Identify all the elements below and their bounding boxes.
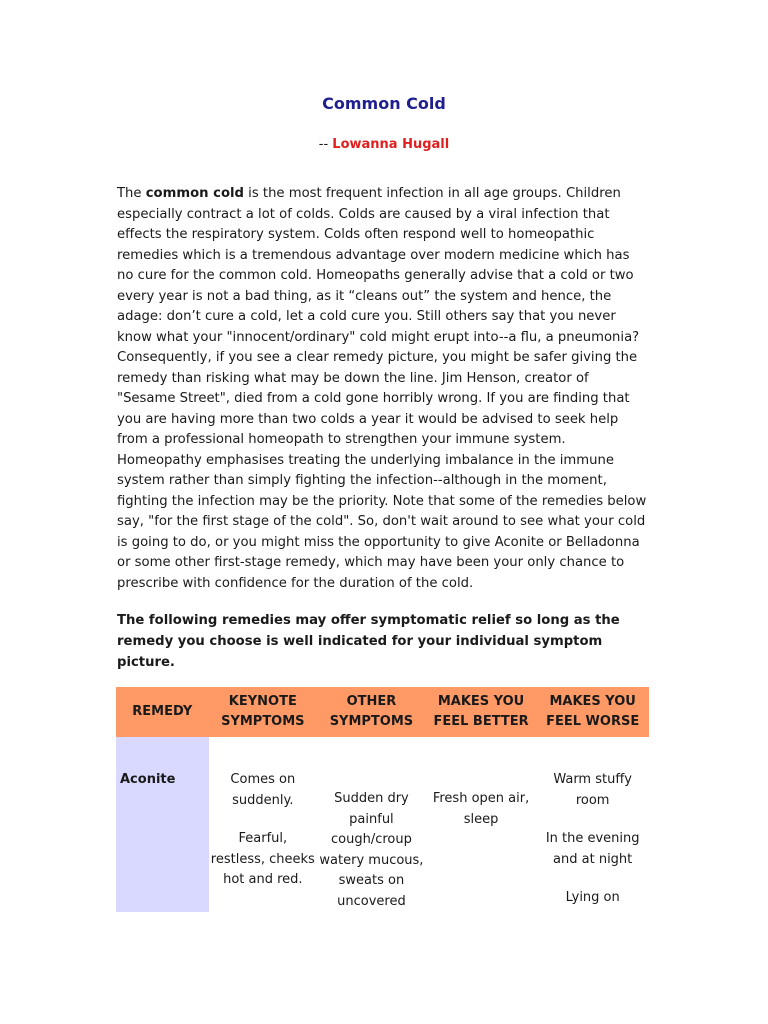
- table-header-row: [116, 687, 649, 737]
- feel-worse-cell: [536, 737, 649, 912]
- other-symptoms-cell: [317, 737, 426, 912]
- feel-better-cell: [426, 737, 537, 912]
- header-feel-better: MAKES YOU FEEL BETTER: [426, 687, 537, 737]
- intro-text: is the most frequent infection in all age groups. Children especially contract a lot of colds. Colds are caused by a viral infection that effects the respiratory system. Colds often respond well to homeopathic remedies which is a tremendous advantage over modern medicine which has no cure for the common cold. Homeopaths generally advise that a cold or two every year is not a bad thing, as it “cleans out” the system and hence, the adage: don’t cure a cold, let a cold cure you. Still others say that you never know what your "innocent/ordinary" cold might erupt into--a flu, a pneumonia? Consequently, if you see a clear remedy picture, you might be safer giving the remedy than risking what may be down the line. Jim Henson, creator of "Sesame Street", died from a cold gone horribly wrong. If you are finding that you are having more than two colds a year it would be advised to seek help from a professional homeopath to strengthen your immune system. Homeopathy emphasises treating the underlying imbalance in the immune system rather than simply fighting the infection--although in the moment, fighting the infection may be the priority. Note that some of the remedies below say, "for the first stage of the cold". So, don't wait around to see what your cold is going to do, or you might miss the opportunity to give Aconite or Belladonna or some other first-stage remedy, which may have been your only chance to prescribe with confidence for the duration of the cold.: [117, 186, 647, 591]
- other-symptoms-text: Sudden dry painful cough/croup watery mucous, sweats on uncovered: [319, 791, 424, 909]
- header-keynote-symptoms: KEYNOTE SYMPTOMS: [209, 687, 318, 737]
- feel-worse-line-1: Warm stuffy room: [553, 772, 632, 808]
- intro-lead-word: The: [117, 186, 146, 201]
- author-line: [0, 137, 768, 152]
- author-prefix: --: [318, 137, 333, 152]
- table-row: [116, 737, 649, 912]
- header-feel-worse: MAKES YOU FEEL WORSE: [536, 687, 649, 737]
- feel-worse-line-2: In the evening and at night: [545, 831, 640, 867]
- feel-worse-line-3: Lying on: [565, 890, 620, 905]
- keynote-cell: [209, 737, 318, 912]
- remedy-name-cell: [116, 737, 209, 912]
- remedy-name: Aconite: [120, 772, 176, 787]
- header-other-symptoms: OTHER SYMPTOMS: [317, 687, 426, 737]
- keynote-line-1: Comes on suddenly.: [230, 772, 296, 808]
- keynote-line-2: Fearful, restless, cheeks hot and red.: [210, 831, 315, 887]
- intro-bold-term: common cold: [145, 186, 244, 201]
- remedies-table: [116, 687, 649, 912]
- feel-better-text: Fresh open air, sleep: [432, 791, 530, 827]
- author-name: Lowanna Hugall: [332, 137, 450, 152]
- document-title: Common Cold: [322, 94, 446, 113]
- header-remedy: REMEDY: [116, 687, 209, 737]
- remedies-lead-statement: The following remedies may offer symptomatic relief so long as the remedy you choose is well indicated for your individual symptom picture.: [117, 613, 620, 670]
- intro-paragraph: [117, 184, 647, 594]
